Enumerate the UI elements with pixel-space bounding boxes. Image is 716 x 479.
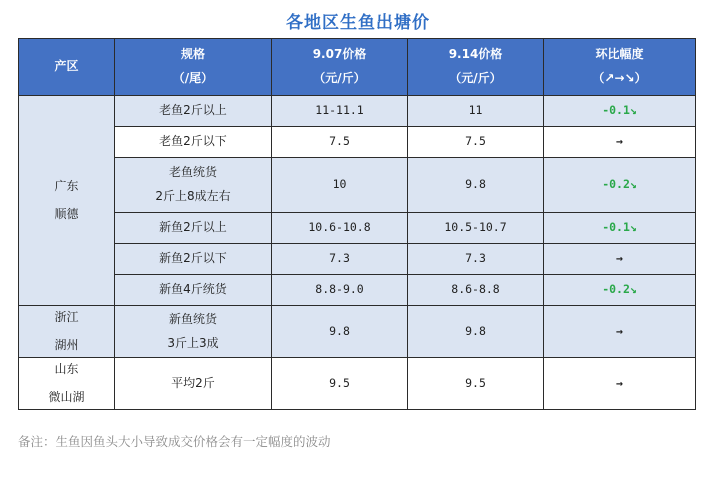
price-0914-cell: 9.8 <box>408 306 544 358</box>
header-change: 环比幅度 （↗→↘） <box>544 39 696 96</box>
change-cell: → <box>544 358 696 410</box>
price-0907-cell: 7.3 <box>272 244 408 275</box>
change-cell: → <box>544 306 696 358</box>
price-0907-cell: 11-11.1 <box>272 96 408 127</box>
table-row <box>19 306 696 358</box>
price-0914-cell: 7.3 <box>408 244 544 275</box>
price-0907-cell: 9.8 <box>272 306 408 358</box>
header-region: 产区 <box>19 39 115 96</box>
price-0914-cell: 9.5 <box>408 358 544 410</box>
price-0914-cell: 11 <box>408 96 544 127</box>
spec-cell: 新鱼2斤以下 <box>115 244 272 275</box>
page-title: 各地区生鱼出塘价 <box>286 13 430 33</box>
change-cell: -0.1↘ <box>544 96 696 127</box>
region-zhejiang-huzhou: 浙江 湖州 <box>19 306 115 358</box>
change-cell: → <box>544 244 696 275</box>
table-row <box>19 213 696 244</box>
footnote: 备注：生鱼因鱼头大小导致成交价格会有一定幅度的波动 <box>18 434 331 449</box>
table-row <box>19 275 696 306</box>
price-0907-cell: 10 <box>272 158 408 213</box>
table-row <box>19 127 696 158</box>
price-0907-cell: 9.5 <box>272 358 408 410</box>
spec-cell: 新鱼统货 3斤上3成 <box>115 306 272 358</box>
price-0914-cell: 8.6-8.8 <box>408 275 544 306</box>
table-row <box>19 358 696 410</box>
table-row <box>19 244 696 275</box>
price-0907-cell: 7.5 <box>272 127 408 158</box>
spec-cell: 老鱼统货 2斤上8成左右 <box>115 158 272 213</box>
spec-cell: 新鱼2斤以上 <box>115 213 272 244</box>
price-0914-cell: 7.5 <box>408 127 544 158</box>
price-0914-cell: 10.5-10.7 <box>408 213 544 244</box>
price-table <box>18 38 696 410</box>
region-guangdong-shunde: 广东 顺德 <box>19 96 115 306</box>
change-cell: -0.2↘ <box>544 158 696 213</box>
change-cell: -0.2↘ <box>544 275 696 306</box>
change-cell: → <box>544 127 696 158</box>
header-price-0914: 9.14价格 （元/斤） <box>408 39 544 96</box>
spec-cell: 老鱼2斤以上 <box>115 96 272 127</box>
price-0914-cell: 9.8 <box>408 158 544 213</box>
change-cell: -0.1↘ <box>544 213 696 244</box>
header-row <box>19 39 696 96</box>
price-0907-cell: 10.6-10.8 <box>272 213 408 244</box>
spec-cell: 新鱼4斤统货 <box>115 275 272 306</box>
header-spec: 规格 （/尾） <box>115 39 272 96</box>
spec-cell: 老鱼2斤以下 <box>115 127 272 158</box>
region-shandong-weishanhu: 山东 微山湖 <box>19 358 115 410</box>
table-row <box>19 158 696 213</box>
spec-cell: 平均2斤 <box>115 358 272 410</box>
header-price-0907: 9.07价格 （元/斤） <box>272 39 408 96</box>
table-row <box>19 96 696 127</box>
price-0907-cell: 8.8-9.0 <box>272 275 408 306</box>
